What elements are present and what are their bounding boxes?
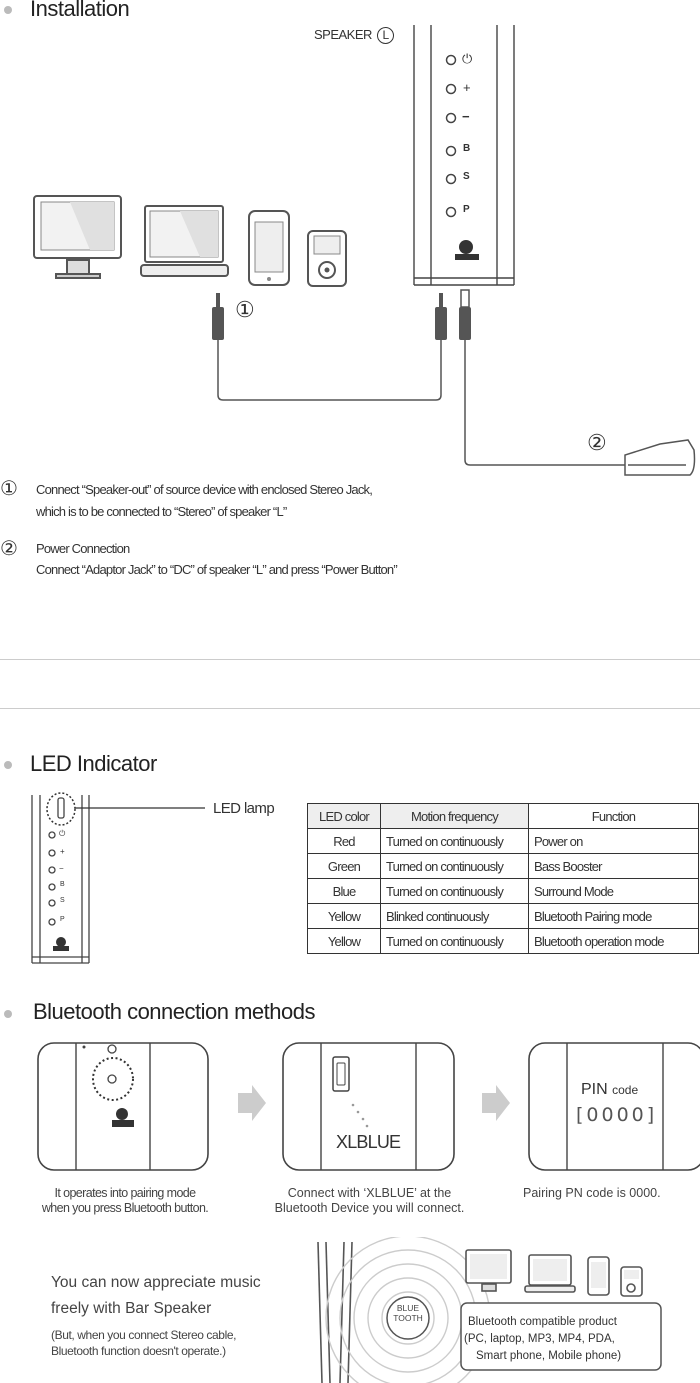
table-cell: Surround Mode	[529, 879, 699, 904]
table-cell: Bass Booster	[529, 854, 699, 879]
table-row	[308, 904, 699, 929]
installation-title: Installation	[30, 0, 130, 21]
speaker-s-symbol: S	[463, 171, 470, 182]
phone-icon	[588, 1257, 609, 1295]
table-cell: Turned on continuously	[381, 854, 529, 879]
table-cell: Bluetooth Pairing mode	[529, 904, 699, 929]
table-cell: Red	[308, 829, 381, 854]
monitor-icon	[34, 196, 121, 278]
column-header: LED color	[308, 804, 381, 829]
speaker-p-symbol: P	[463, 204, 470, 215]
step1-line1: Connect “Speaker-out” of source device with enclosed Stereo Jack,	[36, 482, 373, 497]
table-cell: Turned on continuously	[381, 929, 529, 954]
pin-code-value: [0000]	[576, 1104, 658, 1126]
table-cell: Blue	[308, 879, 381, 904]
step2-line2: Connect “Adaptor Jack” to “DC” of speaker “L” and press “Power Button”	[36, 562, 397, 577]
caption-line: It operates into pairing mode	[54, 1186, 196, 1200]
compat-line: Bluetooth compatible product	[468, 1316, 617, 1328]
device-name-xlblue: XLBLUE	[336, 1132, 401, 1152]
led-side-symbol: +	[60, 847, 65, 856]
mp3-player-icon	[308, 231, 346, 286]
stereo-cable	[218, 340, 441, 400]
compat-line: (PC, laptop, MP3, MP4, PDA,	[464, 1333, 615, 1345]
table-cell: Yellow	[308, 904, 381, 929]
badge-line: TOOTH	[393, 1313, 423, 1323]
phone-icon	[249, 211, 289, 285]
led-side-symbol: B	[60, 881, 65, 888]
note-line: (But, when you connect Stereo cable,	[51, 1328, 237, 1342]
led-lamp-label: LED lamp	[213, 800, 275, 817]
callout-2: ②	[587, 430, 607, 455]
badge-line: BLUE	[396, 1303, 420, 1313]
led-title: LED Indicator	[30, 751, 157, 776]
table-cell: Turned on continuously	[381, 829, 529, 854]
speaker-power-symbol: ⏻	[462, 51, 473, 66]
led-table-header	[308, 804, 699, 829]
panel-logo-icon	[116, 1108, 128, 1120]
laptop-icon	[141, 206, 228, 276]
speaker-button-leds	[447, 56, 456, 217]
enjoy-line: You can now appreciate music	[51, 1274, 261, 1291]
power-adaptor-icon	[625, 440, 695, 480]
pin-label	[581, 1081, 638, 1099]
jack-plug-source	[212, 293, 224, 340]
table-cell: Green	[308, 854, 381, 879]
speaker-plus-symbol: +	[463, 80, 471, 95]
step1-caption	[15, 1186, 235, 1216]
table-row	[308, 879, 699, 904]
arrow-right-icon	[238, 1085, 266, 1121]
compat-text	[464, 1314, 658, 1365]
section-divider	[0, 659, 700, 660]
speaker-minus-symbol: −	[462, 109, 470, 124]
led-table	[307, 803, 699, 954]
enjoy-text	[51, 1270, 261, 1322]
table-row	[308, 829, 699, 854]
step1-line2: which is to be connected to “Stereo” of speaker “L”	[36, 504, 287, 519]
callout-1: ①	[235, 297, 255, 322]
table-cell: Yellow	[308, 929, 381, 954]
bluetooth-badge-text	[387, 1303, 429, 1323]
led-side-symbol: −	[59, 864, 64, 873]
jack-plug-dc	[459, 290, 471, 340]
caption-line: when you press Bluetooth button.	[41, 1201, 209, 1215]
table-cell: Bluetooth operation mode	[529, 929, 699, 954]
step2-line1: Power Connection	[36, 541, 130, 556]
step2-caption	[248, 1186, 491, 1216]
stereo-note	[51, 1327, 236, 1359]
led-side-symbol: P	[60, 916, 65, 923]
column-header: Function	[529, 804, 699, 829]
monitor-icon	[466, 1250, 511, 1291]
speaker-side-badge: L	[377, 27, 394, 44]
caption-line: Connect with ‘XLBLUE’ at the	[287, 1186, 452, 1200]
compat-line: Smart phone, Mobile phone)	[476, 1350, 622, 1362]
laptop-icon	[525, 1255, 575, 1292]
code-label-text: code	[612, 1083, 639, 1097]
table-row	[308, 929, 699, 954]
step1-number: ①	[0, 478, 18, 500]
step3-caption: Pairing PN code is 0000.	[523, 1186, 661, 1200]
step2-number: ②	[0, 538, 18, 560]
bluetooth-title: Bluetooth connection methods	[33, 999, 315, 1024]
speaker-label-text: SPEAKER	[314, 27, 372, 42]
led-side-symbol: S	[60, 897, 65, 904]
speaker-logo-icon	[455, 240, 479, 260]
led-side-symbol: ⏻	[59, 829, 66, 838]
caption-line: Bluetooth Device you will connect.	[274, 1201, 465, 1215]
pin-label-text: PIN	[581, 1081, 608, 1098]
table-cell: Blinked continuously	[381, 904, 529, 929]
installation-diagram	[0, 0, 700, 480]
section-bullet	[4, 761, 12, 769]
note-line: Bluetooth function doesn't operate.)	[51, 1344, 226, 1358]
jack-plug-stereo	[435, 293, 447, 340]
table-row	[308, 854, 699, 879]
step-panel-1	[38, 1043, 208, 1170]
section-divider	[0, 708, 700, 709]
section-bullet	[4, 1010, 12, 1018]
mp3-player-icon	[621, 1267, 642, 1296]
column-header: Motion frequency	[381, 804, 529, 829]
enjoy-line: freely with Bar Speaker	[51, 1300, 212, 1317]
speaker-b-symbol: B	[463, 143, 471, 154]
table-cell: Power on	[529, 829, 699, 854]
table-cell: Turned on continuously	[381, 879, 529, 904]
led-speaker-logo-icon	[53, 937, 69, 951]
arrow-right-icon	[482, 1085, 510, 1121]
